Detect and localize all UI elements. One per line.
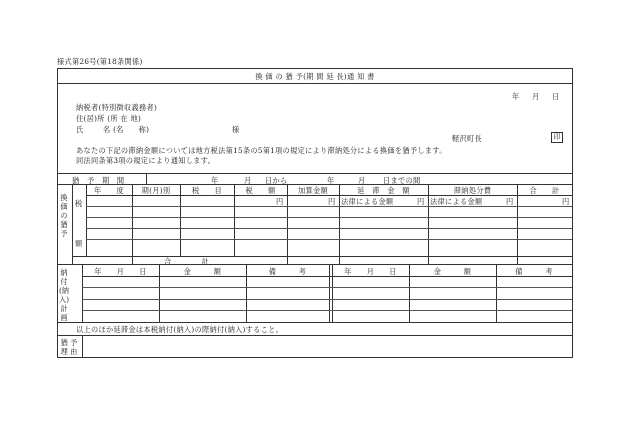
period-month-1: 月 (244, 176, 252, 185)
table-row (82, 299, 572, 300)
official-seal: 印 (551, 132, 563, 143)
issuer-name: 軽沢町長 (452, 134, 482, 143)
col-header-tax-item: 税 目 (192, 186, 222, 195)
pay-header-remarks-left: 備 考 (268, 267, 307, 276)
divider (132, 184, 133, 264)
col-header-period: 期(月)別 (141, 186, 171, 195)
form-id: 様式第26号(第18条関係) (57, 57, 143, 66)
body-line-2: 同法同条第3項の規定により通知します。 (76, 156, 216, 165)
table-row (82, 310, 572, 311)
name-label-b: 名 (名 称) (103, 125, 150, 134)
reason-label: 猶 予 理 由 (60, 338, 78, 356)
pay-header-amount-left: 金 額 (183, 267, 222, 276)
yen-mark-tax: 円 (276, 197, 284, 206)
disposal-law-note: 法律による金額 (430, 197, 483, 206)
divider (58, 264, 572, 265)
taxpayer-label: 納税者(特別徴収義務者) (76, 103, 158, 112)
divider (517, 184, 518, 264)
payment-side-label: 納 付(納入)計 画 (59, 268, 69, 322)
pay-header-remarks-right: 備 考 (515, 267, 553, 276)
document-title: 換 価 の 猶 予(期 間 延 長)通 知 書 (255, 72, 375, 81)
address-label: 住(居)所 (所 在 地) (76, 114, 142, 123)
divider (428, 184, 429, 264)
yen-mark-disposal: 円 (506, 197, 514, 206)
divider (58, 83, 572, 84)
pay-header-amount-right: 金 額 (433, 267, 472, 276)
col-header-tax-amount: 税 額 (245, 186, 276, 195)
divider (58, 184, 572, 185)
period-from: 日から (265, 176, 288, 185)
divider (82, 335, 83, 357)
date-day-label: 日 (552, 92, 560, 101)
divider (246, 264, 247, 322)
divider (58, 173, 572, 174)
col-header-surcharge: 加算金額 (298, 186, 328, 195)
divider (72, 184, 73, 264)
divider (287, 184, 288, 264)
pay-header-date-left: 年 月 日 (94, 267, 147, 276)
honorific-label: 様 (232, 125, 240, 134)
table-row (86, 239, 572, 240)
late-fee-note: 以上のほか延滞金は本税納付(納入)の際納付(納入)すること。 (76, 325, 284, 334)
date-year-label: 年 (512, 92, 520, 101)
tax-label: 税 (75, 199, 83, 208)
divider (332, 264, 333, 322)
col-header-disposal-cost: 滞納処分費 (453, 186, 492, 195)
grant-side-label: 換 価 の 猶 予 (60, 193, 68, 238)
body-line-1: あなたの下記の滞納金額については地方税法第15条の5第1項の規定により滞納処分による換価を猶予します。 (76, 146, 447, 155)
yen-mark-total: 円 (562, 197, 570, 206)
divider (409, 264, 410, 322)
divider (82, 276, 572, 277)
late-fee-law-note: 法律による金額 (341, 197, 394, 206)
col-header-late-fee: 延 滞 金 額 (357, 186, 410, 195)
grant-total-label: 合 計 (164, 257, 209, 266)
col-header-year: 年 度 (94, 186, 124, 195)
divider (339, 184, 340, 264)
yen-mark-surcharge: 円 (328, 197, 336, 206)
pay-header-date-right: 年 月 日 (344, 267, 397, 276)
table-row (86, 228, 572, 229)
divider (72, 256, 572, 257)
table-row (86, 206, 572, 207)
divider (496, 264, 497, 322)
period-until: 日までの間 (383, 176, 421, 185)
divider (86, 195, 572, 196)
divider (146, 173, 147, 184)
period-label: 猶 予 期 間 (72, 176, 125, 185)
date-month-label: 月 (532, 92, 540, 101)
period-month-2: 月 (358, 176, 366, 185)
notice-form (57, 68, 573, 358)
name-label-a: 氏 (76, 125, 84, 134)
divider (329, 264, 330, 322)
divider (159, 264, 160, 322)
divider (58, 335, 572, 336)
amount-label: 額 (75, 239, 83, 248)
period-year-2: 年 (327, 176, 335, 185)
table-row (86, 217, 572, 218)
col-header-total: 合 計 (529, 186, 560, 195)
period-year-1: 年 (211, 176, 219, 185)
table-row (82, 287, 572, 288)
yen-mark-late-fee: 円 (417, 197, 425, 206)
divider (58, 322, 572, 323)
